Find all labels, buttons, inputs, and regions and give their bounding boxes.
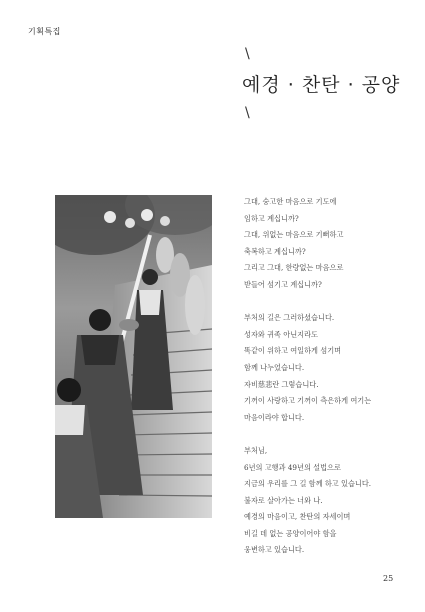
text-line: 기꺼이 사랑하고 기꺼이 측은하게 여기는: [244, 396, 372, 406]
body-text: [244, 194, 414, 576]
title-slash-bottom: \: [245, 105, 250, 121]
text-line: 예경의 마음이고, 찬탄의 자세이며: [244, 512, 351, 522]
section-label: 기획특집: [28, 27, 61, 36]
text-line: 웅변하고 있습니다.: [244, 545, 305, 555]
page-title: 예경 · 찬탄 · 공양: [242, 74, 401, 96]
title-slash-top: \: [245, 46, 250, 62]
text-line: 축복하고 계십니까?: [244, 246, 306, 256]
text-line: 부처의 길은 그러하셨습니다.: [244, 313, 335, 323]
stanza-3: [244, 443, 414, 559]
text-line: 불자로 살아가는 너와 나.: [244, 495, 323, 505]
text-line: 비길 데 없는 공양이어야 함을: [244, 528, 337, 538]
photo-women-hanbok-stairs: [55, 195, 212, 518]
text-line: 지금의 우리를 그 길 함께 하고 있습니다.: [244, 479, 372, 489]
stanza-2: [244, 310, 414, 426]
text-line: 임하고 계십니까?: [244, 213, 299, 223]
text-line: 받들어 섬기고 계십니까?: [244, 279, 322, 289]
stanza-1: [244, 194, 414, 294]
text-line: 그리고 그대, 한량없는 마음으로: [244, 263, 344, 273]
text-line: 함께 나누었습니다.: [244, 362, 305, 372]
text-line: 그대, 숭고한 마음으로 기도에: [244, 197, 337, 206]
text-line: 부처님,: [244, 445, 268, 455]
text-line: 성자와 귀족 아닌지라도: [244, 329, 319, 339]
text-line: 마음이라야 합니다.: [244, 412, 305, 422]
text-line: 그대, 위없는 마음으로 기뻐하고: [244, 230, 344, 240]
text-line: 자비慈悲란 그렇습니다.: [244, 379, 319, 389]
text-line: 6년의 고행과 49년의 설법으로: [244, 462, 341, 472]
page-number: 25: [383, 574, 394, 583]
text-line: 똑같이 위하고 여일하게 섬기며: [244, 346, 342, 356]
